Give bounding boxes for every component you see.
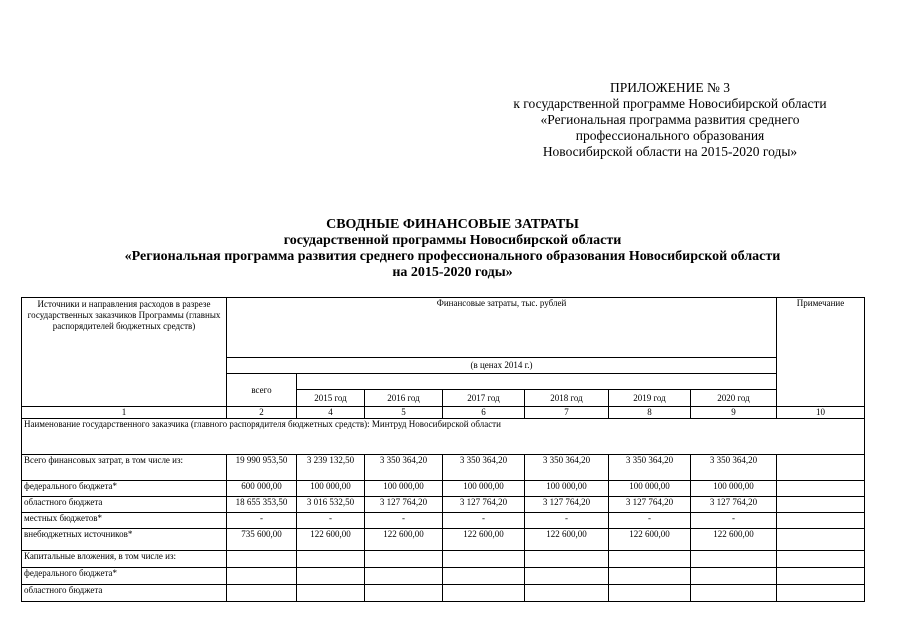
- customer-row: Наименование государственного заказчика (главного распорядителя бюджетных средств): Минтруд Новосибирской области: [22, 419, 865, 455]
- row-value: -: [609, 513, 691, 529]
- row-total: [227, 551, 297, 568]
- row-value: [365, 551, 443, 568]
- row-value: 3 127 764,20: [365, 497, 443, 513]
- row-value: [609, 551, 691, 568]
- row-value: [609, 585, 691, 602]
- row-value: [443, 551, 525, 568]
- row-value: [297, 551, 365, 568]
- row-value: [297, 585, 365, 602]
- header-financial-costs: Финансовые затраты, тыс. рублей: [227, 298, 777, 358]
- table-row: [22, 497, 865, 513]
- row-value: [525, 585, 609, 602]
- table-row: [22, 551, 865, 568]
- row-value: -: [297, 513, 365, 529]
- appendix-line: к государственной программе Новосибирской области: [513, 96, 827, 111]
- column-number: 7: [525, 407, 609, 419]
- row-value: 3 127 764,20: [609, 497, 691, 513]
- row-total: [227, 585, 297, 602]
- row-value: 100 000,00: [691, 481, 777, 497]
- row-value: [297, 568, 365, 585]
- row-note: [777, 585, 865, 602]
- row-value: -: [365, 513, 443, 529]
- row-value: [609, 568, 691, 585]
- title-line: на 2015-2020 годы»: [392, 265, 513, 280]
- row-value: 100 000,00: [365, 481, 443, 497]
- column-number: 8: [609, 407, 691, 419]
- header-sources: Источники и направления расходов в разрезе государственных заказчиков Программы (главных распорядителей бюджетных средств): [22, 298, 227, 407]
- row-value: 122 600,00: [443, 529, 525, 551]
- table-row: [22, 529, 865, 551]
- title-line: «Региональная программа развития среднего профессионального образования Новосибирской области: [124, 249, 781, 264]
- row-value: 122 600,00: [609, 529, 691, 551]
- appendix-number: ПРИЛОЖЕНИЕ № 3: [609, 80, 731, 95]
- row-value: 100 000,00: [443, 481, 525, 497]
- appendix-header: [470, 80, 870, 160]
- row-value: -: [443, 513, 525, 529]
- row-value: 122 600,00: [297, 529, 365, 551]
- column-number: 6: [443, 407, 525, 419]
- title-line: государственной программы Новосибирской области: [283, 233, 622, 248]
- header-year: 2019 год: [609, 390, 691, 407]
- header-year: 2015 год: [297, 390, 365, 407]
- column-number: 9: [691, 407, 777, 419]
- row-value: 100 000,00: [609, 481, 691, 497]
- row-value: 122 600,00: [691, 529, 777, 551]
- header-prices-note: (в ценах 2014 г.): [227, 358, 777, 374]
- header-year: 2016 год: [365, 390, 443, 407]
- row-label: внебюджетных источников*: [22, 529, 227, 551]
- row-value: 3 350 364,20: [691, 455, 777, 481]
- row-value: [691, 568, 777, 585]
- row-note: [777, 497, 865, 513]
- row-value: 3 350 364,20: [365, 455, 443, 481]
- row-value: 3 127 764,20: [691, 497, 777, 513]
- table-row: [22, 455, 865, 481]
- row-value: [443, 568, 525, 585]
- table-row: [22, 568, 865, 585]
- row-note: [777, 513, 865, 529]
- row-value: [365, 568, 443, 585]
- appendix-line: Новосибирской области на 2015-2020 годы»: [542, 144, 798, 159]
- column-number: 1: [22, 407, 227, 419]
- row-label: федерального бюджета*: [22, 481, 227, 497]
- table-row: [22, 585, 865, 602]
- row-value: [691, 585, 777, 602]
- header-total: всего: [227, 374, 297, 407]
- row-total: 600 000,00: [227, 481, 297, 497]
- row-value: 3 350 364,20: [609, 455, 691, 481]
- row-note: [777, 481, 865, 497]
- row-total: -: [227, 513, 297, 529]
- header-year: 2017 год: [443, 390, 525, 407]
- row-total: 19 990 953,50: [227, 455, 297, 481]
- row-value: [691, 551, 777, 568]
- row-total: 18 655 353,50: [227, 497, 297, 513]
- row-note: [777, 455, 865, 481]
- financial-costs-table: [21, 297, 865, 602]
- row-value: -: [525, 513, 609, 529]
- header-year: 2020 год: [691, 390, 777, 407]
- row-value: [365, 585, 443, 602]
- column-number: 5: [365, 407, 443, 419]
- row-note: [777, 529, 865, 551]
- row-value: 3 127 764,20: [443, 497, 525, 513]
- document-title: [60, 217, 845, 281]
- row-value: -: [691, 513, 777, 529]
- header-spacer: [297, 374, 777, 390]
- row-label: Капитальные вложения, в том числе из:: [22, 551, 227, 568]
- row-label: областного бюджета: [22, 585, 227, 602]
- row-value: 3 239 132,50: [297, 455, 365, 481]
- row-value: 122 600,00: [525, 529, 609, 551]
- header-year: 2018 год: [525, 390, 609, 407]
- table-row: [22, 481, 865, 497]
- row-note: [777, 551, 865, 568]
- row-value: 122 600,00: [365, 529, 443, 551]
- row-value: 100 000,00: [525, 481, 609, 497]
- column-number: 10: [777, 407, 865, 419]
- row-value: [525, 568, 609, 585]
- row-value: 3 127 764,20: [525, 497, 609, 513]
- appendix-line: профессионального образования: [575, 128, 765, 143]
- column-number: 2: [227, 407, 297, 419]
- row-label: Всего финансовых затрат, в том числе из:: [22, 455, 227, 481]
- appendix-line: «Региональная программа развития среднего: [540, 112, 800, 127]
- row-label: местных бюджетов*: [22, 513, 227, 529]
- row-label: федерального бюджета*: [22, 568, 227, 585]
- row-value: 3 350 364,20: [525, 455, 609, 481]
- row-total: 735 600,00: [227, 529, 297, 551]
- table-row: [22, 513, 865, 529]
- row-value: 3 350 364,20: [443, 455, 525, 481]
- header-note: Примечание: [777, 298, 865, 407]
- title-line: СВОДНЫЕ ФИНАНСОВЫЕ ЗАТРАТЫ: [326, 217, 579, 232]
- row-label: областного бюджета: [22, 497, 227, 513]
- row-value: [525, 551, 609, 568]
- row-value: 3 016 532,50: [297, 497, 365, 513]
- row-value: 100 000,00: [297, 481, 365, 497]
- column-number: 4: [297, 407, 365, 419]
- row-total: [227, 568, 297, 585]
- row-value: [443, 585, 525, 602]
- row-note: [777, 568, 865, 585]
